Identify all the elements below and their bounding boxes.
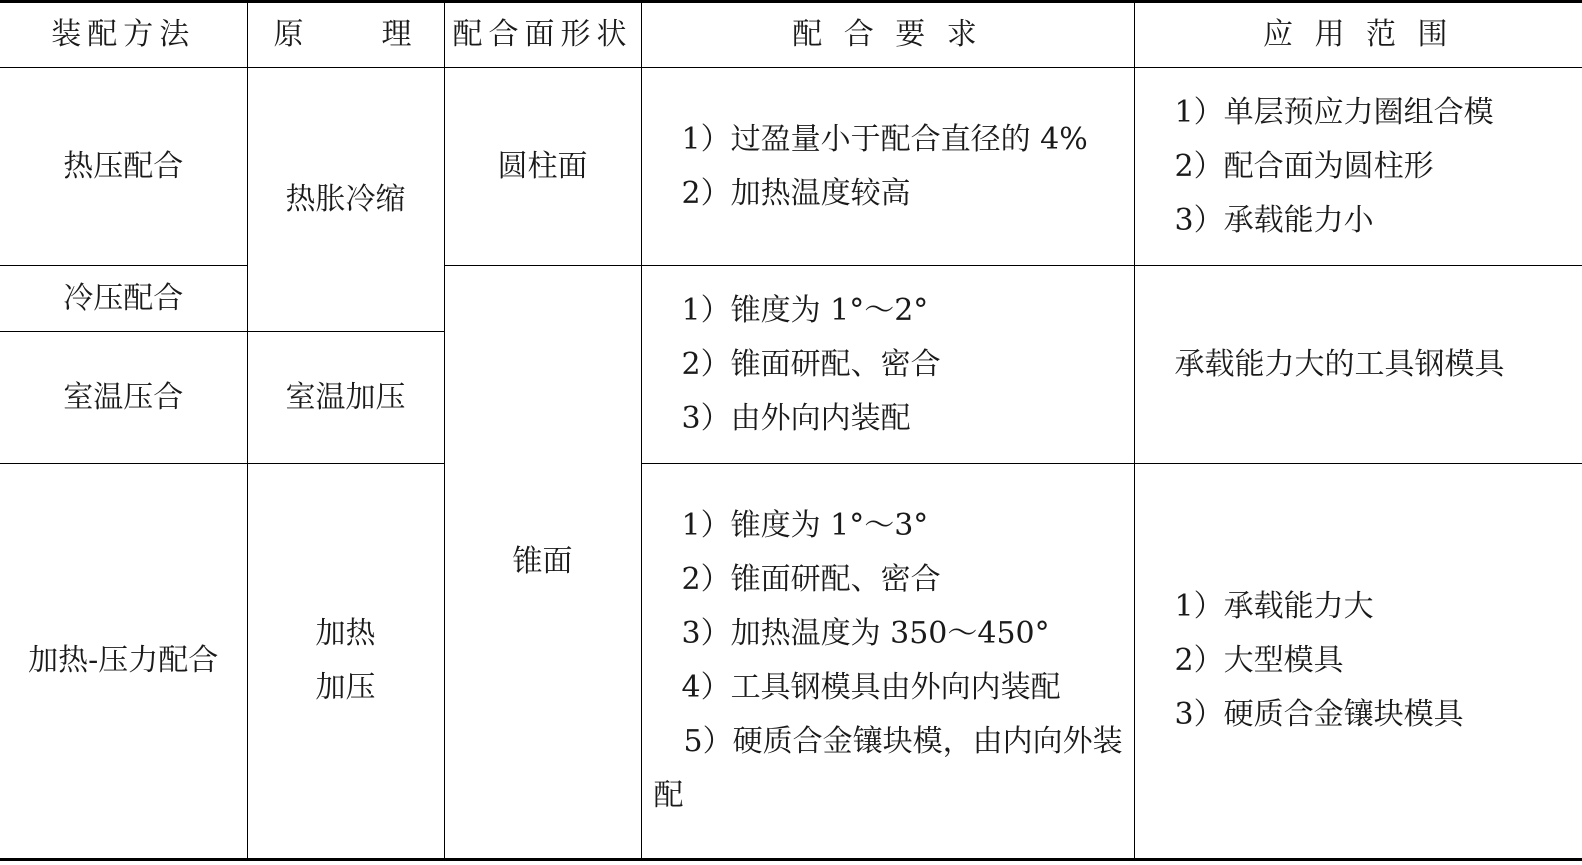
- principle-cell: [247, 464, 444, 860]
- requirement-item: 2）加热温度较高: [681, 175, 911, 211]
- requirement-item: 1）过盈量小于配合直径的 4%: [681, 121, 1088, 157]
- requirement-item: 1）锥度为 1°～2°: [681, 292, 929, 328]
- requirement-item: 2）锥面研配、密合: [681, 562, 941, 597]
- shape-cell: 圆柱面: [444, 68, 641, 266]
- application-item: 1）单层预应力圈组合模: [1174, 94, 1494, 130]
- requirements-cell: [641, 266, 1134, 464]
- header-application: 应 用 范 围: [1134, 2, 1582, 68]
- requirement-item: 2）锥面研配、密合: [681, 346, 941, 382]
- requirements-cell: [641, 68, 1134, 266]
- method-cell: 冷压配合: [0, 266, 247, 332]
- requirement-item: 1）锥度为 1°～3°: [681, 508, 929, 543]
- application-cell: 承载能力大的工具钢模具: [1134, 266, 1582, 464]
- principle-line: 加压: [315, 670, 376, 705]
- method-cell: 热压配合: [0, 68, 247, 266]
- application-item: 3）硬质合金镶块模具: [1174, 697, 1464, 732]
- requirement-item: 4）工具钢模具由外向内装配: [681, 670, 1061, 705]
- requirement-item: 5）硬质合金镶块模，由内向外装配: [653, 724, 1123, 813]
- table-row: [0, 68, 1582, 266]
- requirements-cell: [641, 464, 1134, 860]
- application-item: 3）承载能力小: [1174, 202, 1374, 238]
- header-row: [0, 2, 1582, 68]
- application-item: 2）配合面为圆柱形: [1174, 148, 1434, 184]
- application-cell: [1134, 68, 1582, 266]
- table-row: [0, 266, 1582, 332]
- principle-cell: 室温加压: [247, 332, 444, 464]
- method-cell: 室温压合: [0, 332, 247, 464]
- header-method: 装配方法: [0, 2, 247, 68]
- principle-line: 加热: [315, 616, 376, 651]
- requirement-item: 3）由外向内装配: [681, 400, 911, 436]
- requirement-item: 3）加热温度为 350～450°: [681, 616, 1050, 651]
- header-requirements: 配 合 要 求: [641, 2, 1134, 68]
- application-cell: [1134, 464, 1582, 860]
- method-cell: 加热-压力配合: [0, 464, 247, 860]
- header-principle: 原 理: [247, 2, 444, 68]
- application-item: 1）承载能力大: [1174, 589, 1374, 624]
- shape-cell: 锥面: [444, 266, 641, 860]
- header-shape: 配合面形状: [444, 2, 641, 68]
- table-row: [0, 464, 1582, 860]
- principle-cell: 热胀冷缩: [247, 68, 444, 332]
- application-item: 2）大型模具: [1174, 643, 1344, 678]
